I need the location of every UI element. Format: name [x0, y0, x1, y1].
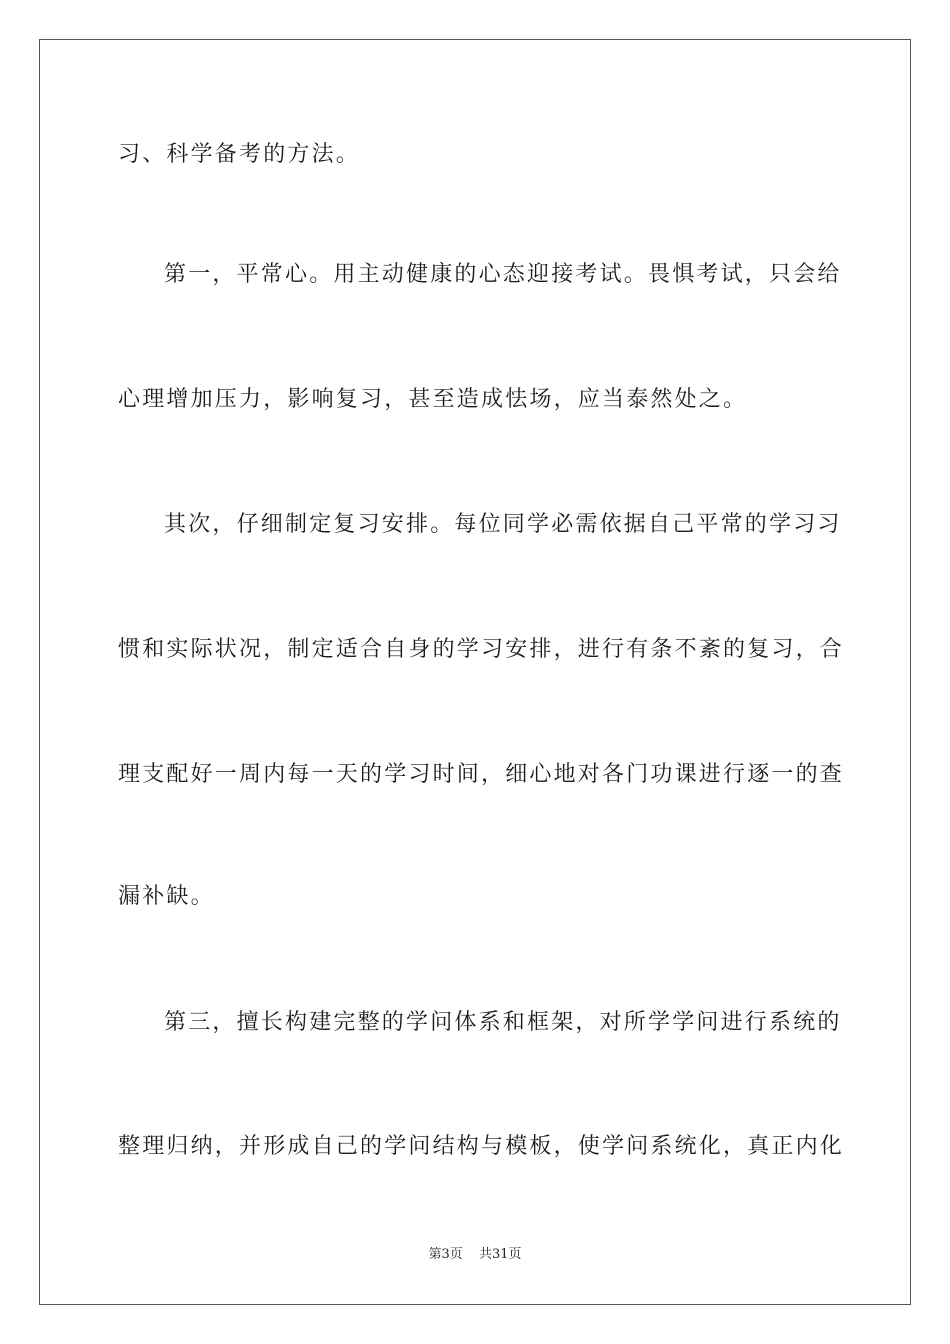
paragraph-line: 其次，仔细制定复习安排。每位同学必需依据自己平常的学习习	[164, 512, 842, 537]
total-pages: 共31页	[478, 1247, 522, 1262]
page-border	[39, 39, 911, 1305]
page-number: 第3页	[428, 1247, 463, 1262]
page-footer	[0, 1247, 950, 1263]
paragraph-line: 漏补缺。	[118, 884, 215, 909]
paragraph-line: 理支配好一周内每一天的学习时间，细心地对各门功课进行逐一的查	[118, 762, 845, 787]
paragraph-line: 惯和实际状况，制定适合自身的学习安排，进行有条不紊的复习，合	[118, 637, 845, 662]
paragraph-line: 第三，擅长构建完整的学问体系和框架，对所学学问进行系统的	[164, 1010, 842, 1035]
paragraph-line: 习、科学备考的方法。	[118, 142, 361, 167]
paragraph-line: 心理增加压力，影响复习，甚至造成怯场，应当泰然处之。	[118, 387, 748, 412]
paragraph-line: 整理归纳，并形成自己的学问结构与模板，使学问系统化，真正内化	[118, 1134, 845, 1159]
paragraph-line: 第一，平常心。用主动健康的心态迎接考试。畏惧考试，只会给	[164, 262, 842, 287]
